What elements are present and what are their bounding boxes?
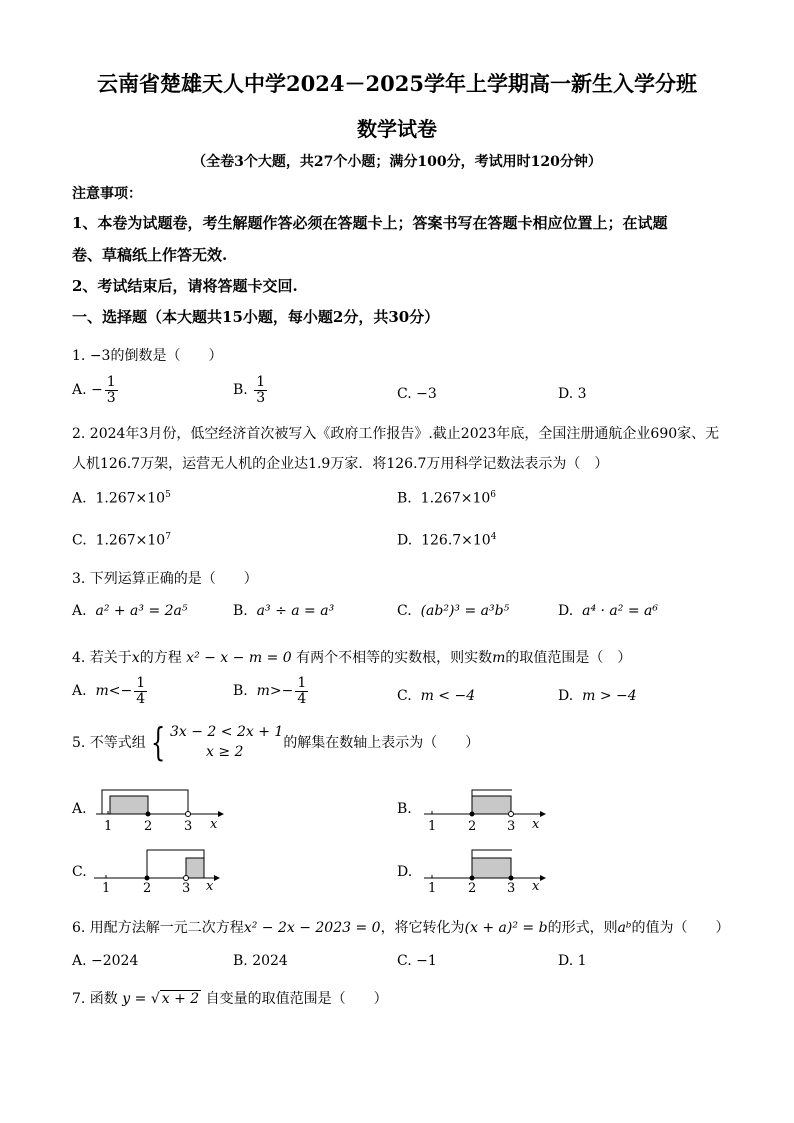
solid-dot bbox=[146, 812, 151, 817]
svg-text:x: x bbox=[532, 817, 540, 832]
q2-option-d[interactable]: D. $126.7\times 10^4$ bbox=[397, 532, 497, 549]
svg-text:2: 2 bbox=[468, 881, 477, 896]
q6-form: (x + a)² = b bbox=[464, 920, 548, 936]
open-dot bbox=[186, 812, 191, 817]
section1-heading: 一、选择题（本大题共15小题，每小题2分，共30分） bbox=[72, 308, 440, 326]
arrow-icon bbox=[540, 875, 546, 881]
q4-option-d[interactable]: D. m > −4 bbox=[558, 688, 637, 704]
solid-dot bbox=[509, 876, 514, 881]
q4-stem: 4. 若关于x的方程 x² − x − m = 0 有两个不相等的实数根，则实数m的取值范围是（ ） bbox=[72, 650, 632, 666]
svg-text:1: 1 bbox=[428, 881, 437, 896]
q6-stem: 6. 用配方法解一元二次方程x² − 2x − 2023 = 0，将它转化为(x + a)² = b的形式，则aᵇ的值为（ ） bbox=[72, 920, 730, 936]
notes-heading: 注意事项： bbox=[72, 186, 142, 202]
q5-option-a-label[interactable]: A. bbox=[72, 801, 87, 817]
q6-option-d[interactable]: D. 1 bbox=[558, 953, 587, 969]
solid-dot bbox=[470, 876, 475, 881]
open-dot bbox=[509, 812, 514, 817]
brace-icon: { bbox=[150, 720, 166, 764]
q3-option-b[interactable]: B. a³ ÷ a = a³ bbox=[233, 603, 335, 619]
arrow-icon bbox=[218, 811, 224, 817]
q5-option-b-number-line[interactable] bbox=[418, 784, 558, 834]
shaded-region bbox=[186, 858, 204, 878]
q2-stem-line1: 2. 2024年3月份，低空经济首次被写入《政府工作报告》.截止2023年底，全国注册通航企业690家、无 bbox=[72, 426, 720, 442]
q3-option-a[interactable]: A. a² + a³ = 2a⁵ bbox=[72, 603, 188, 619]
notes-item1-line1: 1、本卷为试题卷，考生解题作答必须在答题卡上；答案书写在答题卡相应位置上；在试题 bbox=[72, 214, 668, 232]
notes-item1-line2: 卷、草稿纸上作答无效. bbox=[72, 246, 228, 264]
solid-dot bbox=[145, 876, 150, 881]
q3-option-d[interactable]: D. a⁴ · a² = a⁶ bbox=[558, 603, 658, 619]
exam-info: （全卷3个大题，共27个小题；满分100分，考试用时120分钟） bbox=[192, 154, 602, 170]
svg-text:2: 2 bbox=[468, 819, 477, 834]
q4-equation: x² − x − m = 0 bbox=[186, 650, 292, 666]
q3-option-c[interactable]: C. (ab²)³ = a³b⁵ bbox=[397, 603, 510, 619]
q4-option-c[interactable]: C. m < −4 bbox=[397, 688, 476, 704]
svg-text:x: x bbox=[210, 817, 218, 832]
q7-stem: 7. 函数 y = √ x + 2 自变量的取值范围是（ ） bbox=[72, 991, 388, 1007]
q1-stem: 1. −3的倒数是（ ） bbox=[72, 348, 223, 364]
arrow-icon bbox=[540, 811, 546, 817]
solid-dot bbox=[470, 812, 475, 817]
q6-equation: x² − 2x − 2023 = 0 bbox=[243, 920, 381, 936]
svg-text:1: 1 bbox=[104, 819, 113, 834]
open-dot bbox=[184, 876, 189, 881]
q5-option-d-number-line[interactable] bbox=[418, 846, 558, 896]
svg-text:3: 3 bbox=[184, 819, 193, 834]
notes-item2: 2、考试结束后，请将答题卡交回. bbox=[72, 277, 298, 295]
svg-text:2: 2 bbox=[144, 819, 153, 834]
shaded-region bbox=[472, 858, 511, 878]
q5-option-b-label[interactable]: B. bbox=[397, 801, 412, 817]
arrow-icon bbox=[214, 875, 220, 881]
q5-option-c-number-line[interactable] bbox=[90, 846, 230, 896]
q6-option-c[interactable]: C. −1 bbox=[397, 953, 437, 969]
q1-option-b[interactable]: B. $\frac{1}{3}$ bbox=[233, 374, 266, 406]
q7-radicand: x + 2 bbox=[161, 991, 200, 1007]
q4-option-b[interactable]: B. m>− $\frac{1}{4}$ bbox=[233, 675, 307, 707]
q1-option-d[interactable]: D. 3 bbox=[558, 386, 587, 402]
shaded-region bbox=[472, 796, 511, 814]
shaded-region bbox=[110, 796, 148, 814]
svg-text:1: 1 bbox=[428, 819, 437, 834]
q1-expr: −3 bbox=[89, 348, 111, 364]
svg-text:x: x bbox=[532, 879, 540, 894]
svg-text:3: 3 bbox=[507, 819, 516, 834]
svg-text:2: 2 bbox=[143, 881, 152, 896]
svg-text:3: 3 bbox=[507, 881, 516, 896]
q6-option-b[interactable]: B. 2024 bbox=[233, 953, 288, 969]
q2-stem-line2: 人机126.7万架，运营无人机的企业达1.9万家．将126.7万用科学记数法表示为（ ） bbox=[72, 456, 609, 472]
q2-option-a[interactable]: A. $1.267\times 10^5$ bbox=[72, 490, 171, 507]
exam-title: 云南省楚雄天人中学2024－2025学年上学期高一新生入学分班 bbox=[97, 71, 697, 96]
q1-option-c[interactable]: C. −3 bbox=[397, 386, 437, 402]
sqrt-icon: √ bbox=[150, 991, 160, 1007]
q4-option-a[interactable]: A. m<− $\frac{1}{4}$ bbox=[72, 675, 146, 707]
q1-option-a[interactable]: A. − $\frac{1}{3}$ bbox=[72, 374, 116, 406]
q5-stem: 5. 不等式组 { 3x − 2 < 2x + 1 x ≥ 2 的解集在数轴上表示为（ ） bbox=[72, 720, 480, 764]
svg-text:1: 1 bbox=[102, 881, 111, 896]
q3-stem: 3. 下列运算正确的是（ ） bbox=[72, 571, 258, 587]
svg-text:3: 3 bbox=[182, 881, 191, 896]
q2-option-c[interactable]: C. $1.267\times 10^7$ bbox=[72, 532, 171, 549]
q5-inequality-system: 3x − 2 < 2x + 1 x ≥ 2 bbox=[170, 724, 284, 760]
q5-option-c-label[interactable]: C. bbox=[72, 864, 87, 880]
q2-option-b[interactable]: B. $1.267\times 10^6$ bbox=[397, 490, 497, 507]
svg-text:x: x bbox=[206, 879, 214, 894]
q5-option-a-number-line[interactable] bbox=[90, 784, 230, 834]
exam-subtitle: 数学试卷 bbox=[357, 117, 437, 141]
q5-option-d-label[interactable]: D. bbox=[397, 864, 413, 880]
q6-option-a[interactable]: A. −2024 bbox=[72, 953, 139, 969]
